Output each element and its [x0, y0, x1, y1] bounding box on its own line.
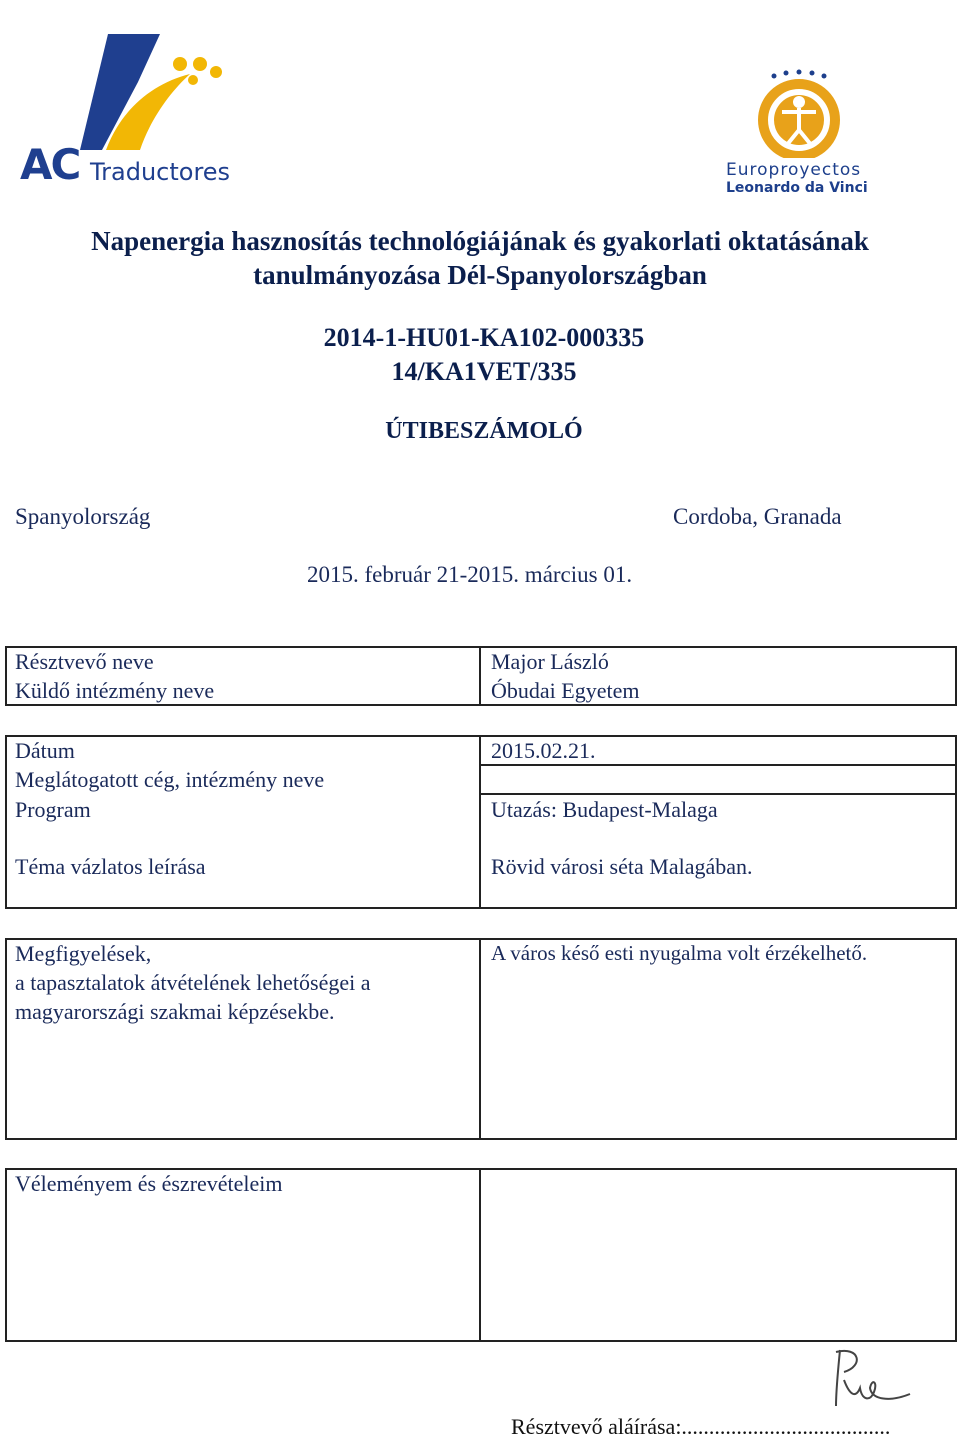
document-title	[0, 224, 960, 292]
table-divider	[479, 938, 481, 1140]
ac-traductores-logo	[20, 22, 260, 192]
observations-label-3: magyarországi szakmai képzésekbe.	[15, 999, 335, 1024]
topic-label: Téma vázlatos leírása	[15, 854, 206, 879]
signature-label: Résztvevő aláírása:......................................	[511, 1414, 891, 1439]
trip-dates: 2015. február 21-2015. március 01.	[307, 562, 633, 587]
opinion-label: Véleményem és észrevételeim	[15, 1171, 283, 1196]
participant-name-value: Major László	[491, 649, 609, 674]
date-label: Dátum	[15, 738, 75, 763]
observations-value: A város késő esti nyugalma volt érzékelhető.	[491, 941, 868, 965]
cities: Cordoba, Granada	[673, 504, 842, 529]
title-line-2: tanulmányozása Dél-Spanyolországban	[253, 260, 707, 290]
observations-label-2: a tapasztalatok átvételének lehetőségei a	[15, 970, 371, 995]
euro-logo-subtext: Leonardo da Vinci	[726, 180, 868, 196]
project-reference: 14/KA1VET/335	[391, 357, 577, 386]
report-title: ÚTIBESZÁMOLÓ	[385, 418, 583, 444]
ac-logo-subtext: Traductores	[90, 158, 231, 186]
program-table	[5, 735, 957, 909]
table-divider	[479, 1168, 481, 1342]
company-label: Meglátogatott cég, intézmény neve	[15, 767, 325, 792]
program-value: Utazás: Budapest-Malaga	[491, 797, 718, 822]
project-code: 2014-1-HU01-KA102-000335	[323, 323, 645, 352]
institution-label: Küldő intézmény neve	[15, 678, 215, 703]
table-divider	[479, 646, 481, 706]
program-label: Program	[15, 797, 91, 822]
europroyectos-logo	[722, 68, 877, 198]
table-divider	[479, 735, 481, 909]
euro-logo-text: Europroyectos	[726, 160, 862, 180]
topic-value: Rövid városi séta Malagában.	[491, 854, 753, 879]
institution-value: Óbudai Egyetem	[491, 678, 640, 703]
title-line-1: Napenergia hasznosítás technológiájának és gyakorlati oktatásának	[91, 226, 869, 256]
participant-name-label: Résztvevő neve	[15, 649, 154, 674]
country: Spanyolország	[15, 504, 151, 529]
ac-logo-text: AC	[20, 140, 80, 189]
handwritten-signature	[740, 1340, 940, 1425]
observations-label-1: Megfigyelések,	[15, 941, 152, 966]
date-value: 2015.02.21.	[491, 738, 596, 763]
